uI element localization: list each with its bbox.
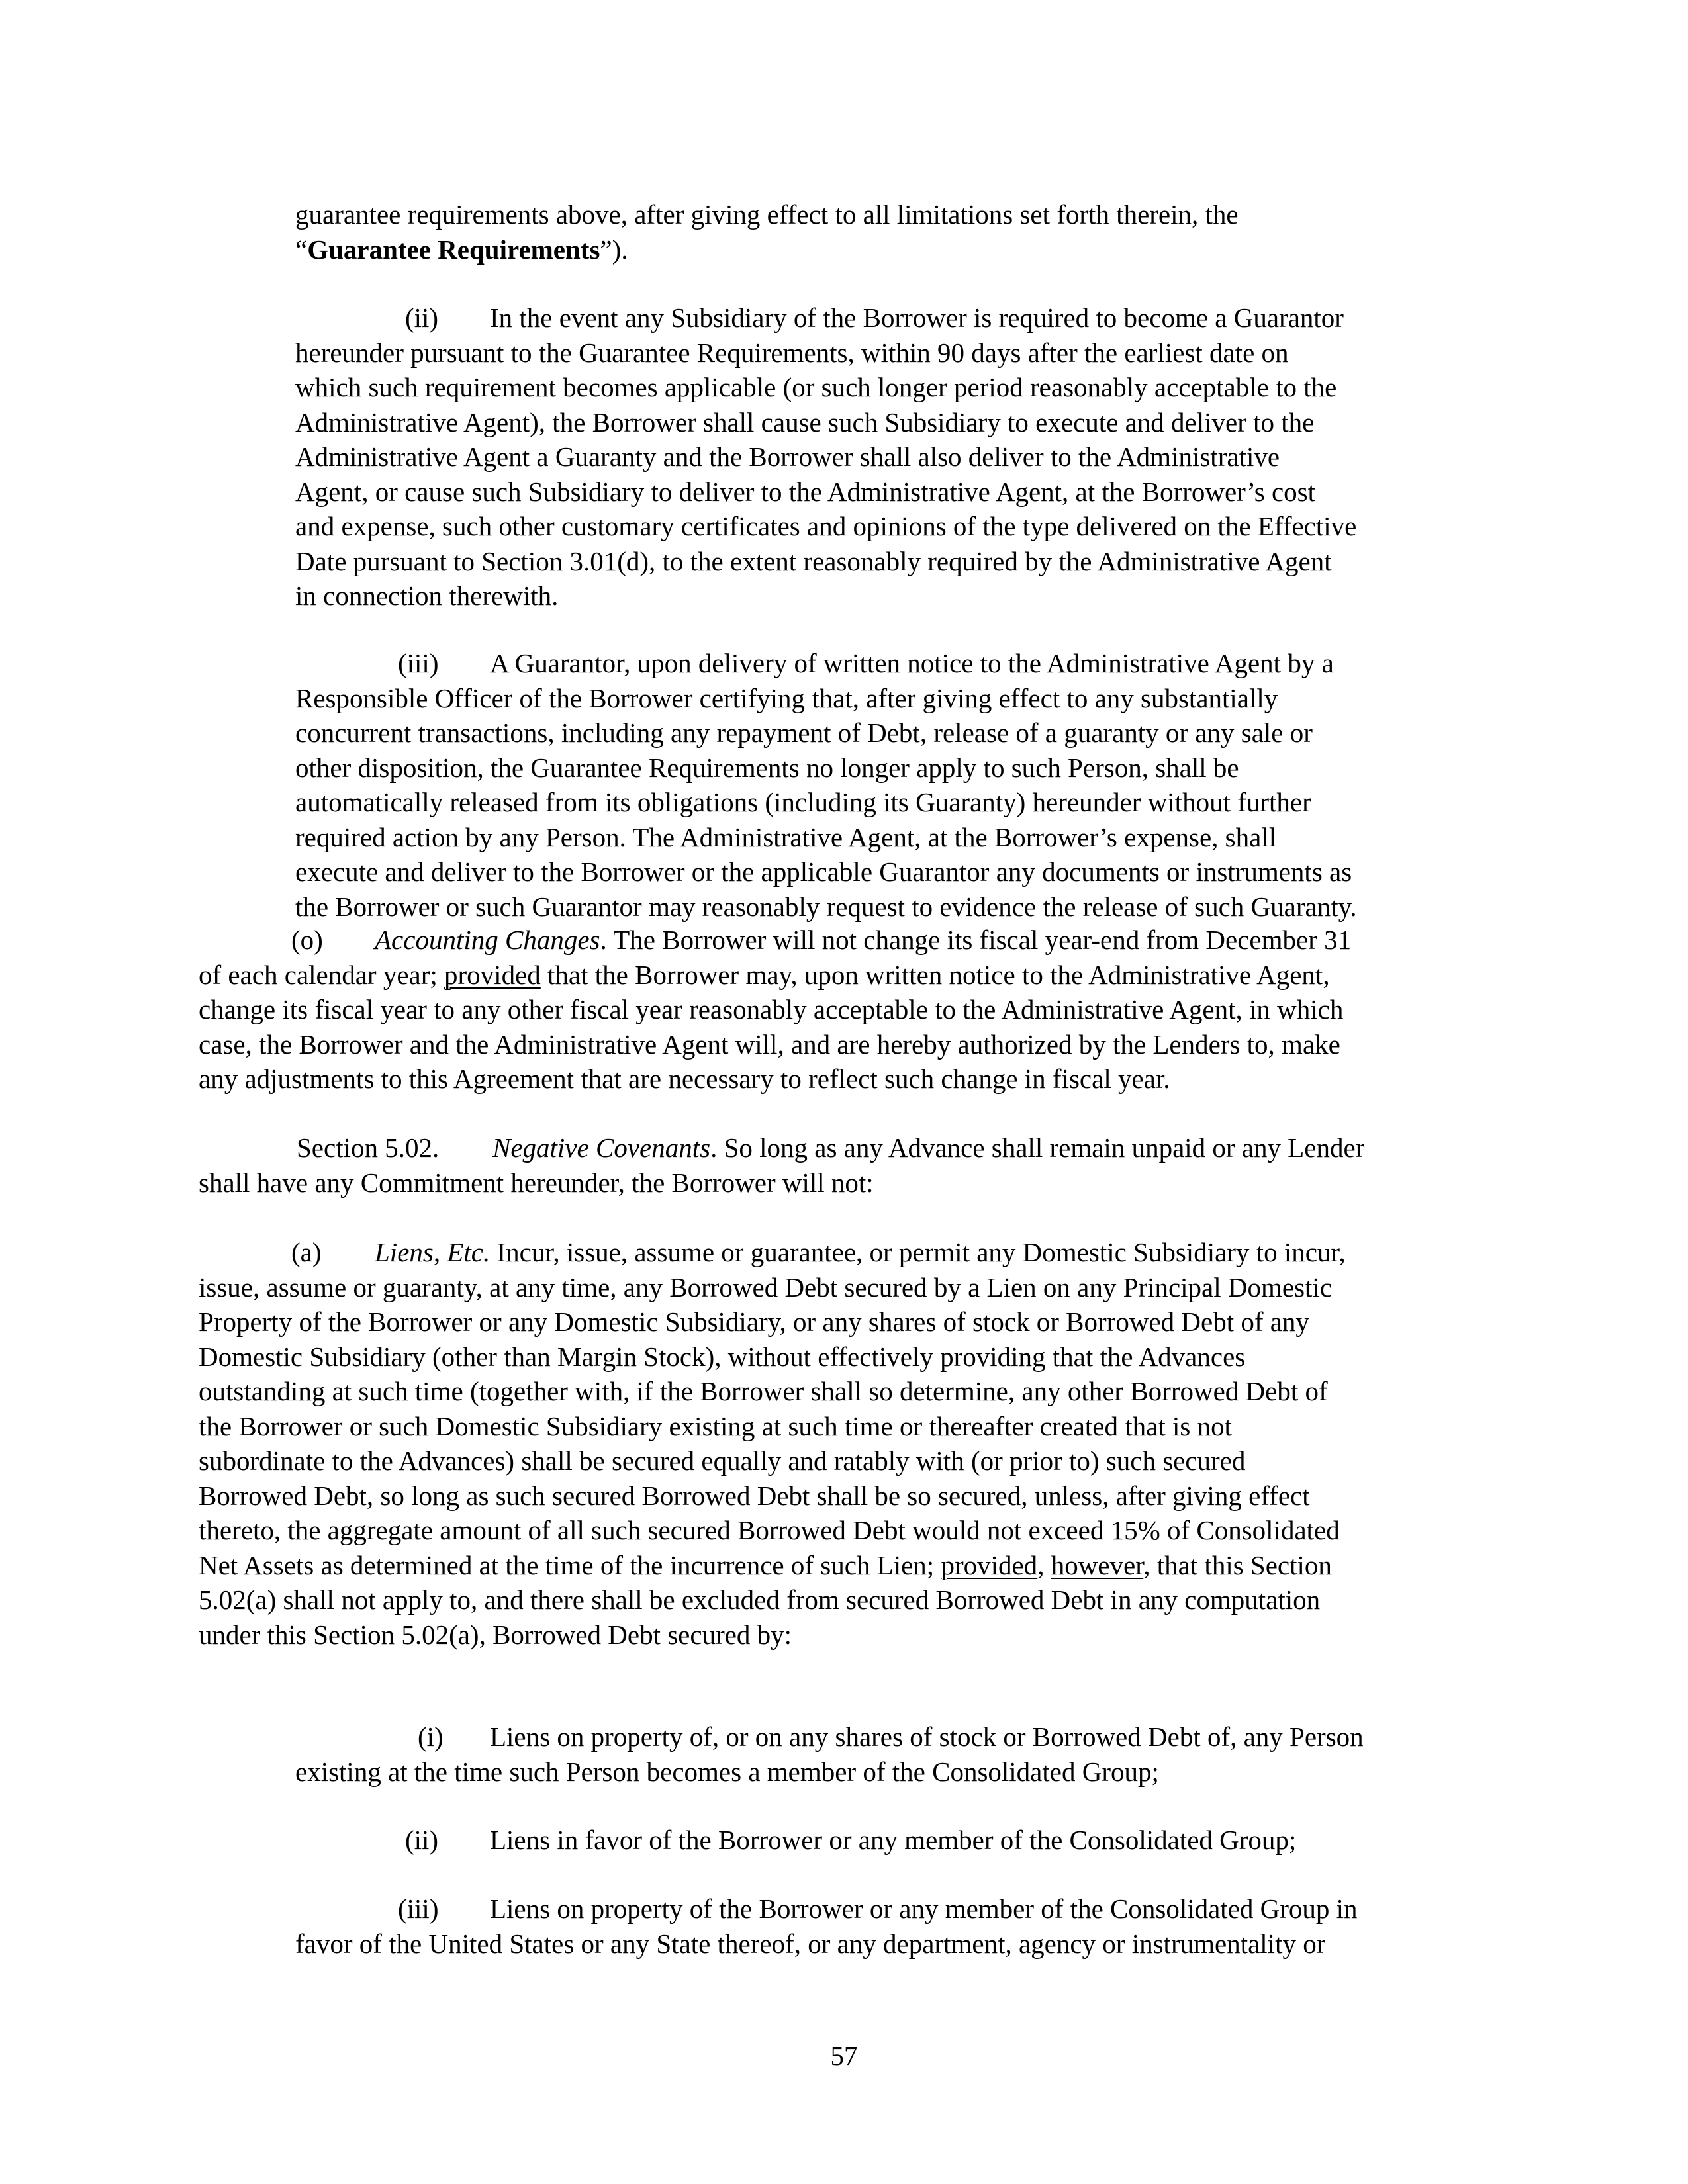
text-line: subordinate to the Advances) shall be secured equally and ratably with (or prior to) such secured <box>199 1445 1246 1476</box>
text-fragment: Net Assets as determined at the time of the incurrence of such Lien; <box>199 1549 941 1580</box>
text-fragment: In the event any Subsidiary of the Borrower is required to become a Guarantor <box>490 302 1344 333</box>
text-line: 5.02(a) shall not apply to, and there shall be excluded from secured Borrowed Debt in any computation <box>199 1584 1321 1615</box>
text-fragment: that the Borrower may, upon written notice to the Administrative Agent, <box>540 959 1330 990</box>
section-number: Section 5.02. <box>297 1132 440 1163</box>
text-fragment: Liens on property of the Borrower or any member of the Consolidated Group in <box>490 1893 1358 1924</box>
text-fragment: Liens on property of, or on any shares of stock or Borrowed Debt of, any Person <box>490 1721 1364 1752</box>
provided-term: provided <box>941 1549 1038 1580</box>
text-line: automatically released from its obligations (including its Guaranty) hereunder without further <box>295 787 1311 817</box>
text-line <box>295 1719 1364 1754</box>
text-line: guarantee requirements above, after giving effect to all limitations set forth therein, the <box>295 199 1239 230</box>
text-fragment: Incur, issue, assume or guarantee, or permit any Domestic Subsidiary to incur, <box>490 1237 1346 1267</box>
text-line <box>295 646 1357 681</box>
text-line: under this Section 5.02(a), Borrowed Debt secured by: <box>199 1619 792 1650</box>
text-line: shall have any Commitment hereunder, the Borrower will not: <box>199 1167 874 1198</box>
clause-a-liens <box>199 1235 1346 1652</box>
text-line <box>199 923 1351 958</box>
clause-ii <box>295 300 1356 614</box>
text-line: which such requirement becomes applicable (or such longer period reasonably acceptable to the <box>295 372 1337 402</box>
clause-a-ii <box>295 1823 1296 1858</box>
text-fragment: of each calendar year; <box>199 959 445 990</box>
text-fragment: ”). <box>600 234 628 265</box>
clause-number: (iii) <box>398 1893 439 1924</box>
text-fragment: , <box>1037 1549 1051 1580</box>
text-line: concurrent transactions, including any repayment of Debt, release of a guaranty or any sale or <box>295 717 1313 748</box>
text-line: the Borrower or such Domestic Subsidiary existing at such time or thereafter created that is not <box>199 1410 1232 1441</box>
text-line: existing at the time such Person becomes a member of the Consolidated Group; <box>295 1756 1159 1787</box>
defined-term: Guarantee Requirements <box>307 234 600 265</box>
text-line <box>295 1823 1296 1858</box>
text-line: Administrative Agent a Guaranty and the Borrower shall also deliver to the Administrative <box>295 441 1280 472</box>
text-line <box>295 1891 1358 1927</box>
clause-number: (ii) <box>405 302 439 333</box>
text-line: Administrative Agent), the Borrower shall cause such Subsidiary to execute and deliver to the <box>295 406 1315 437</box>
text-line: in connection therewith. <box>295 580 559 611</box>
however-term: however <box>1051 1549 1144 1580</box>
text-line <box>199 1235 1346 1270</box>
text-line: Responsible Officer of the Borrower certifying that, after giving effect to any substantially <box>295 682 1278 713</box>
text-line: thereto, the aggregate amount of all such secured Borrowed Debt would not exceed 15% of Consolidated <box>199 1515 1340 1545</box>
text-line: the Borrower or such Guarantor may reasonably request to evidence the release of such Guaranty. <box>295 891 1357 922</box>
text-line <box>199 1548 1346 1583</box>
text-line: favor of the United States or any State thereof, or any department, agency or instrumentality or <box>295 1928 1326 1959</box>
text-fragment: . So long as any Advance shall remain unpaid or any Lender <box>710 1132 1365 1163</box>
text-fragment: A Guarantor, upon delivery of written notice to the Administrative Agent by a <box>490 648 1334 678</box>
text-line: Date pursuant to Section 3.01(d), to the extent reasonably required by the Administrative Agent <box>295 545 1332 576</box>
clause-number: (iii) <box>398 648 439 678</box>
section-5-02-negative-covenants <box>199 1130 1364 1200</box>
text-line: issue, assume or guaranty, at any time, any Borrowed Debt secured by a Lien on any Principal Domestic <box>199 1271 1333 1302</box>
page-number: 57 <box>830 2040 858 2071</box>
text-fragment: . The Borrower will not change its fiscal year-end from December 31 <box>600 925 1352 955</box>
text-line: outstanding at such time (together with, if the Borrower shall so determine, any other Borrowed Debt of <box>199 1376 1328 1406</box>
clause-number: (ii) <box>405 1825 439 1855</box>
text-line: Agent, or cause such Subsidiary to deliver to the Administrative Agent, at the Borrower’s cost <box>295 476 1315 507</box>
text-line <box>199 958 1351 993</box>
text-line: and expense, such other customary certificates and opinions of the type delivered on the Effective <box>295 511 1357 541</box>
text-line: other disposition, the Guarantee Requirements no longer apply to such Person, shall be <box>295 752 1239 783</box>
text-line: Property of the Borrower or any Domestic Subsidiary, or any shares of stock or Borrowed Debt of any <box>199 1306 1309 1337</box>
text-line <box>295 300 1356 336</box>
text-line: any adjustments to this Agreement that are necessary to reflect such change in fiscal year. <box>199 1064 1170 1094</box>
text-line: required action by any Person. The Administrative Agent, at the Borrower’s expense, shall <box>295 821 1277 852</box>
guarantee-requirements-paragraph <box>295 197 1239 267</box>
text-line: Borrowed Debt, so long as such secured Borrowed Debt shall be so secured, unless, after giving effect <box>199 1480 1310 1511</box>
clause-number: (o) <box>291 925 323 955</box>
text-line: change its fiscal year to any other fiscal year reasonably acceptable to the Administrative Agent, in which <box>199 994 1344 1024</box>
clause-a-i <box>295 1719 1364 1789</box>
text-line <box>295 232 1239 267</box>
text-line: hereunder pursuant to the Guarantee Requirements, within 90 days after the earliest date on <box>295 337 1289 368</box>
section-heading: Negative Covenants <box>492 1132 711 1163</box>
clause-number: (i) <box>418 1721 444 1752</box>
clause-heading: Accounting Changes <box>375 925 600 955</box>
clause-o-accounting-changes <box>199 923 1351 1097</box>
quote-mark: “ <box>295 234 308 265</box>
text-line: execute and deliver to the Borrower or the applicable Guarantor any documents or instruments as <box>295 856 1352 887</box>
text-fragment: , that this Section <box>1143 1549 1332 1580</box>
text-line: Domestic Subsidiary (other than Margin Stock), without effectively providing that the Advances <box>199 1341 1246 1372</box>
clause-heading: Liens, Etc. <box>375 1237 491 1267</box>
text-line: case, the Borrower and the Administrative Agent will, and are hereby authorized by the Lenders to, make <box>199 1028 1340 1060</box>
clause-iii <box>295 646 1357 924</box>
text-line <box>199 1130 1364 1165</box>
provided-term: provided <box>444 959 541 990</box>
clause-number: (a) <box>291 1237 322 1267</box>
text-fragment: Liens in favor of the Borrower or any member of the Consolidated Group; <box>490 1825 1297 1855</box>
clause-a-iii <box>295 1891 1358 1961</box>
